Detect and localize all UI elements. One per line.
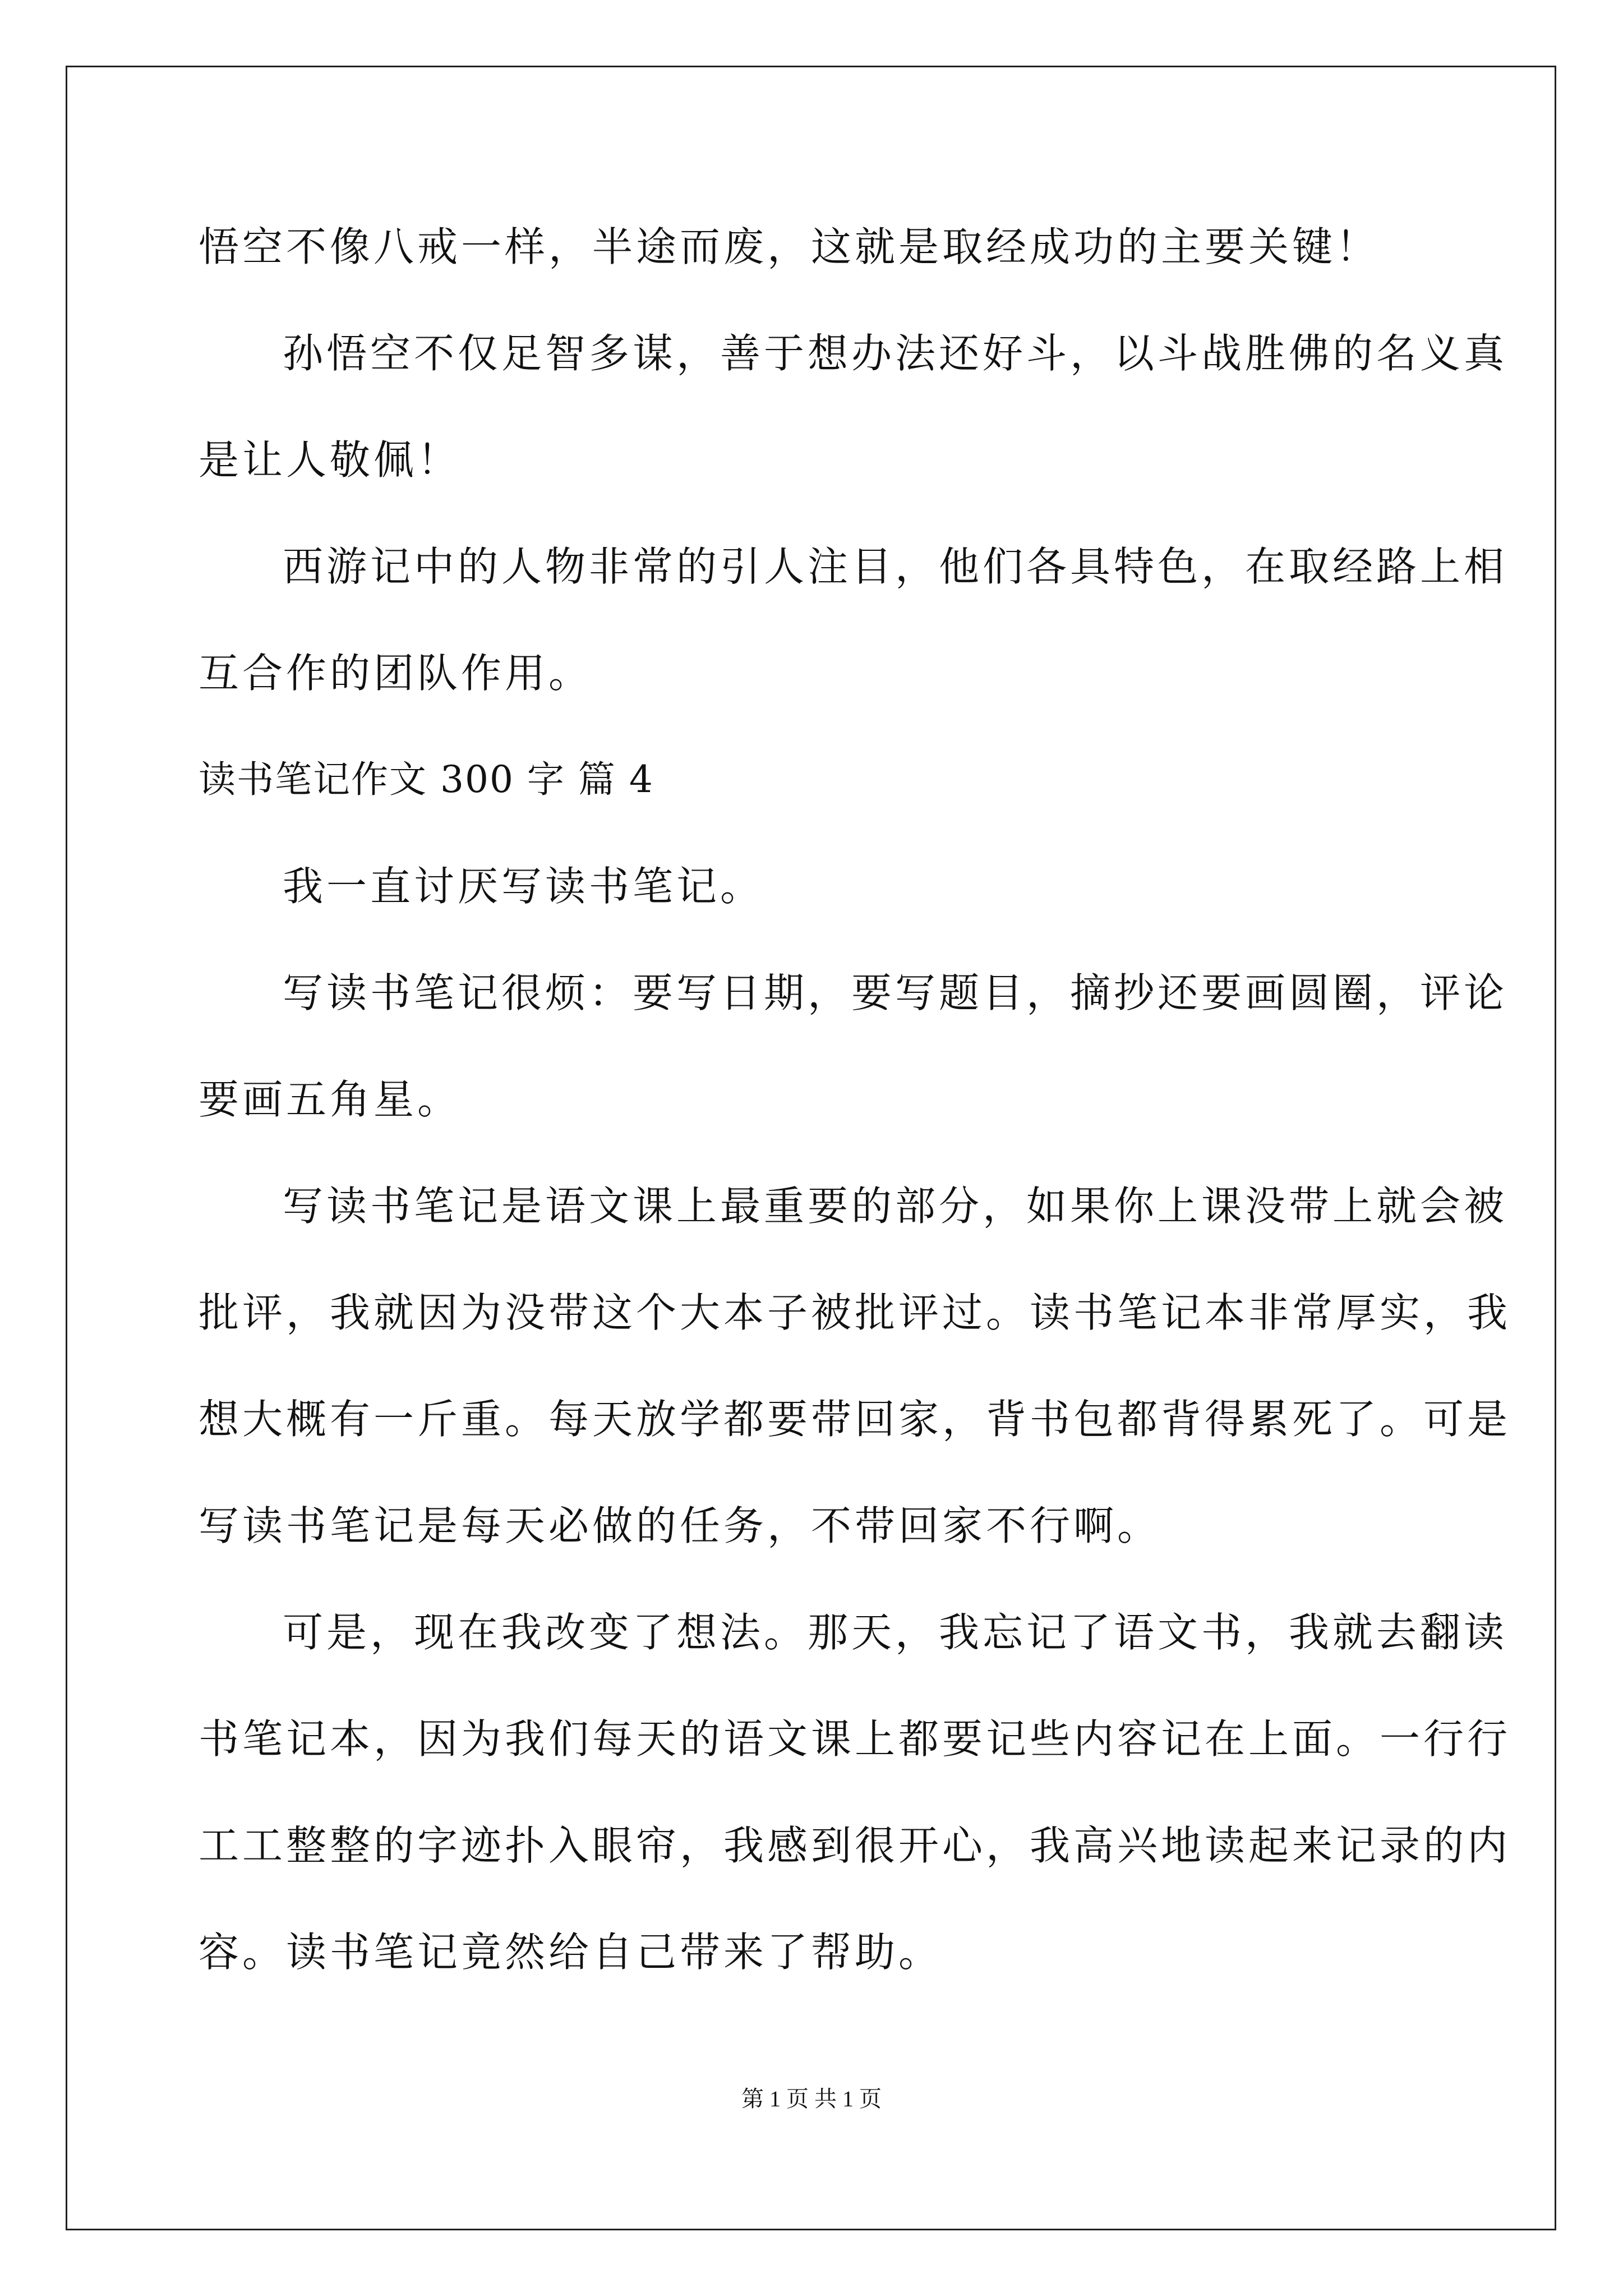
paragraph-line: 想大概有一斤重。每天放学都要带回家，背书包都背得累死了。可是	[199, 1396, 1511, 1443]
paragraph-line: 互合作的团队作用。	[199, 650, 593, 697]
paragraph-line: 工工整整的字迹扑入眼帘，我感到很开心，我高兴地读起来记录的内	[199, 1822, 1511, 1869]
document-body	[199, 213, 1511, 2025]
paragraph-line: 是让人敬佩！	[199, 436, 462, 484]
page-number-footer: 第 1 页 共 1 页	[741, 2086, 882, 2111]
paragraph-line: 我一直讨厌写读书笔记。	[283, 863, 764, 910]
paragraph-line: 容。读书笔记竟然给自己带来了帮助。	[199, 1929, 943, 1976]
paragraph-line: 写读书笔记是每天必做的任务，不带回家不行啊。	[199, 1502, 1161, 1549]
paragraph-line: 要画五角星。	[199, 1076, 462, 1123]
paragraph-line: 悟空不像八戒一样，半途而废，这就是取经成功的主要关键！	[199, 223, 1380, 270]
paragraph-line: 书笔记本，因为我们每天的语文课上都要记些内容记在上面。一行行	[199, 1715, 1511, 1763]
section-heading: 读书笔记作文 300 字 篇 4	[199, 758, 654, 801]
paragraph-line: 写读书笔记很烦：要写日期，要写题目，摘抄还要画圆圈，评论	[283, 969, 1508, 1016]
paragraph-line: 可是，现在我改变了想法。那天，我忘记了语文书，我就去翻读	[283, 1609, 1508, 1656]
paragraph-line: 孙悟空不仅足智多谋，善于想办法还好斗，以斗战胜佛的名义真	[283, 330, 1508, 377]
paragraph-line: 写读书笔记是语文课上最重要的部分，如果你上课没带上就会被	[283, 1182, 1508, 1230]
paragraph-line: 批评，我就因为没带这个大本子被批评过。读书笔记本非常厚实，我	[199, 1289, 1511, 1336]
paragraph-line: 西游记中的人物非常的引人注目，他们各具特色，在取经路上相	[283, 543, 1508, 590]
